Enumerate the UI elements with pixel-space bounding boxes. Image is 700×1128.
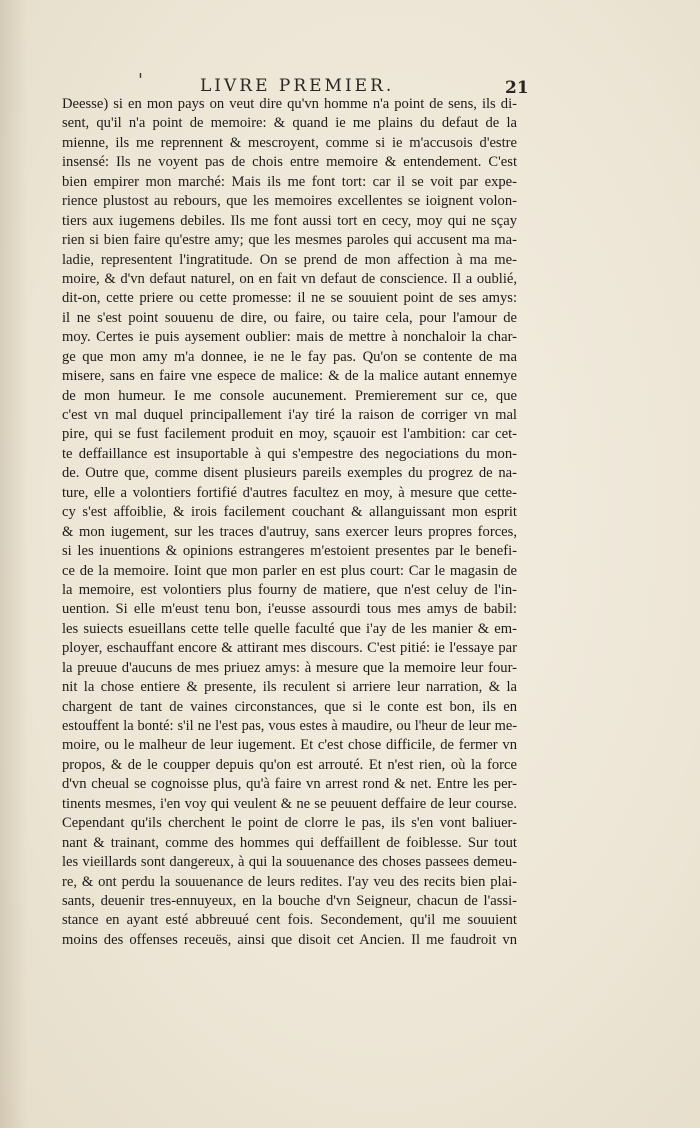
- text-line: sants, deuenir tres-ennuyeux, en la bouche d'vn Seigneur, chacun de l'assi-: [62, 892, 517, 909]
- text-line: cy s'est affoiblie, & irois facilement couchant & allanguissant mon esprit: [62, 504, 517, 521]
- text-line: dit-on, cette priere ou cette promesse: il ne se souuient point de ses amys:: [62, 290, 517, 307]
- text-line: te deffaillance est insuportable à qui s'empestre des negociations du mon-: [62, 445, 517, 462]
- text-line: d'vn cheual se cognoisse plus, qu'à faire vn arrest rond & net. Entre les per-: [62, 776, 517, 793]
- text-line: bien empirer mon marché: Mais ils me font tort: car il se voit par expe-: [62, 173, 517, 190]
- text-line: de mon humeur. Ie me console aucunement. Premierement sur ce, que: [62, 387, 517, 404]
- text-line: la preuue d'aucuns de mes priuez amys: à mesure que la memoire leur four-: [62, 659, 517, 676]
- text-line: si les inuentions & opinions estrangeres m'estoient presentes par le benefi-: [62, 543, 517, 560]
- text-line: ce de la memoire. Ioint que mon parler en est plus court: Car le magasin de: [62, 562, 517, 579]
- text-line: tinents mesmes, i'en voy qui veulent & ne se peuuent deffaire de leur course.: [62, 795, 517, 812]
- text-line: ge que mon amy m'a donnee, ie ne le fay pas. Qu'on se contente de ma: [62, 348, 517, 365]
- text-line: uention. Si elle m'eust tenu bon, i'eusse assourdi tous mes amys de babil:: [62, 601, 517, 618]
- text-line: propos, & de le coupper depuis qu'on est arrouté. Et n'est rien, où la force: [62, 756, 517, 773]
- text-line: ture, elle a volontiers fortifié d'autres facultez en moy, à mesure que cette-: [62, 484, 517, 501]
- text-line: il ne s'est point souuenu de dire, ou faire, ou taire cela, pour l'amour de: [62, 309, 517, 326]
- text-line: de. Outre que, comme disent plusieurs pareils exemples du progrez de na-: [62, 465, 517, 482]
- text-line: tiers aux iugemens debiles. Ils me font aussi tort en cecy, moy qui ne sçay: [62, 212, 517, 229]
- text-line: Deesse) si en mon pays on veut dire qu'vn homme n'a point de sens, ils di-: [62, 96, 517, 112]
- body-text: [62, 95, 517, 950]
- text-line: misere, sans en faire vne espece de malice: & de la malice autant ennemye: [62, 368, 517, 385]
- text-line: re, & ont perdu la souuenance de leurs redites. I'ay veu des recits bien plai-: [62, 873, 517, 890]
- text-line: & mon iugement, sur les traces d'autruy, sans exercer leurs propres forces,: [62, 523, 517, 540]
- text-line: rience plustost au rebours, que les memoires excellentes se ioignent volon-: [62, 193, 517, 210]
- text-line: ladie, representent l'ingratitude. On se prend de mon affection à ma me-: [62, 251, 517, 268]
- text-line: nit la chose entiere & presente, ils reculent si arriere leur narration, & la: [62, 679, 517, 696]
- running-head: LIVRE PREMIER.: [200, 76, 395, 96]
- text-line: c'est vn mal duquel principallement i'ay tiré la raison de corriger vn mal: [62, 407, 517, 423]
- text-line: la memoire, est volontiers plus fourny de matiere, que n'est celuy de l'in-: [62, 581, 517, 598]
- text-line: insensé: Ils ne voyent pas de chois entre memoire & entendement. C'est: [62, 154, 517, 171]
- text-line: mienne, ils me reprennent & mescroyent, comme si ie m'accusois d'estre: [62, 134, 517, 151]
- text-line: moire, ou le malheur de leur iugement. Et c'est chose difficile, de fermer vn: [62, 737, 517, 754]
- text-line: rien si bien faire qu'estre amy; que les mesmes paroles qui accusent ma ma-: [62, 232, 517, 249]
- text-line: ployer, eschauffant encore & attirant mes discours. C'est pitié: ie l'essaye par: [62, 640, 517, 657]
- text-line: moire, & d'vn defaut naturel, on en fait vn defaut de conscience. Il a oublié,: [62, 270, 517, 287]
- text-line: les vieillards sont dangereux, à qui la souuenance des choses passees demeu-: [62, 854, 517, 871]
- header-mark: ': [138, 70, 143, 91]
- gutter-shadow: [0, 0, 28, 1128]
- text-line: moins des offenses receuës, ainsi que disoit cet Ancien. Il me faudroit vn: [62, 931, 517, 948]
- text-line: moy. Certes ie puis aysement oublier: mais de mettre à nonchaloir la char-: [62, 329, 517, 346]
- text-line: chargent de tant de vaines circonstances, que si le conte est bon, ils en: [62, 698, 517, 715]
- text-line: les suiects esueillans cette telle quelle faculté que i'ay de les manier & em-: [62, 620, 517, 637]
- text-line: sent, qu'il n'a point de memoire: & quand ie me plains du defaut de la: [62, 115, 517, 132]
- page-number: 21: [505, 78, 529, 98]
- text-line: nant & trainant, comme des hommes qui deffaillent de foiblesse. Sur tout: [62, 834, 517, 851]
- text-line: Cependant qu'ils cherchent le point de clorre le pas, ils s'en vont baliuer-: [62, 815, 517, 832]
- text-line: pire, qui se fust facilement produit en moy, sçauoir est l'ambition: car cet-: [62, 426, 517, 443]
- text-line: estouffent la bonté: s'il ne l'est pas, vous estes à maudire, ou l'heur de leur me-: [62, 718, 517, 734]
- text-line: stance en ayant esté abbreuué cent fois. Secondement, qu'il me souuient: [62, 912, 517, 929]
